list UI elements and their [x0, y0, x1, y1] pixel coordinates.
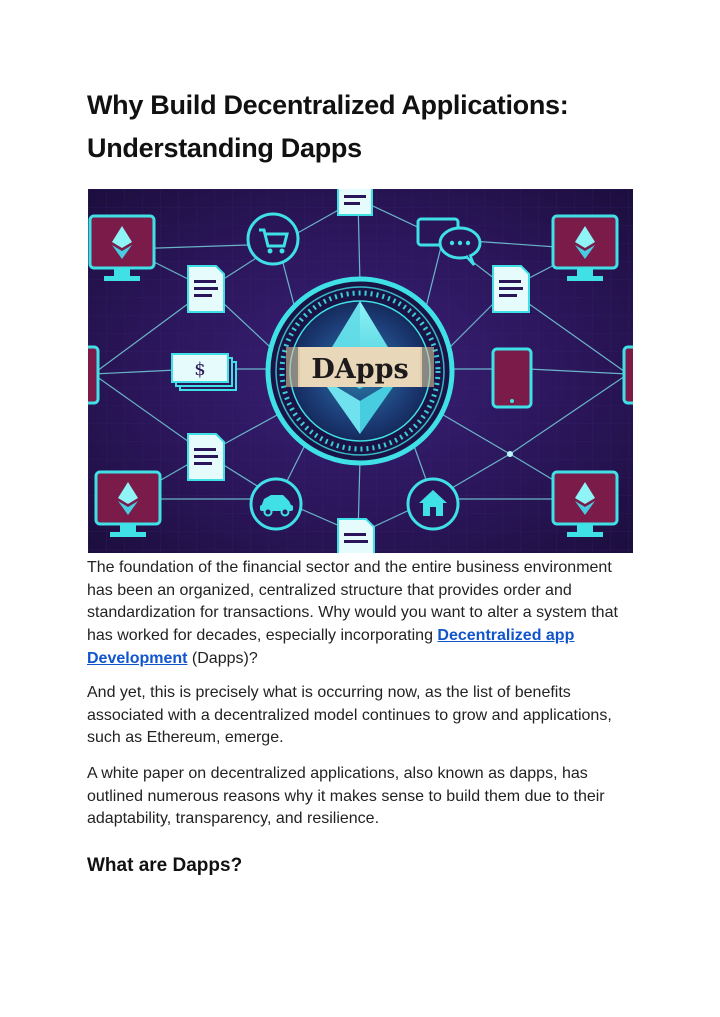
home-icon	[408, 479, 458, 529]
shopping-cart-icon	[248, 214, 298, 264]
white-paper-paragraph: A white paper on decentralized applications, also known as dapps, has outlined numerous reasons why it makes sense to build them due to their adaptability, transparency, and resilience.	[87, 765, 605, 828]
page-title	[87, 84, 647, 170]
dollar-sign-label: $	[194, 359, 206, 380]
intro-paragraph	[87, 557, 637, 671]
section-heading-what-are-dapps: What are Dapps?	[87, 855, 243, 876]
document-icon-top-center	[338, 189, 372, 215]
title-line-2: Understanding Dapps	[87, 133, 362, 163]
document-icon-upper-right	[493, 266, 529, 312]
central-dapps-coin	[268, 279, 452, 463]
intro-text-after-link: (Dapps)?	[187, 649, 258, 667]
document-icon-lower-left	[188, 434, 224, 480]
phone-icon-left-edge	[88, 347, 98, 403]
dapps-hero-image	[88, 189, 633, 553]
decentralized-app-development-link[interactable]: Decentralized app Development	[87, 627, 575, 667]
intro-text-before-link: The foundation of the financial sector and the entire business environment has been an organized, centralized structure that provides order and standardization for transactions. Why would you want to alter a system that has worked for decades, especially incorporating	[87, 559, 618, 645]
benefits-paragraph: And yet, this is precisely what is occurring now, as the list of benefits associated with a decentralized model continues to grow and applications, such as Ethereum, emerge.	[87, 684, 612, 747]
dapps-label: DApps	[311, 354, 409, 385]
tablet-icon	[493, 349, 531, 407]
car-icon	[251, 479, 301, 529]
document-icon-upper-left	[188, 266, 224, 312]
phone-icon-right-edge	[624, 347, 633, 403]
document-icon-bottom-center	[338, 519, 374, 553]
title-line-1: Why Build Decentralized Applications:	[87, 90, 569, 120]
money-stack-icon	[172, 354, 236, 390]
